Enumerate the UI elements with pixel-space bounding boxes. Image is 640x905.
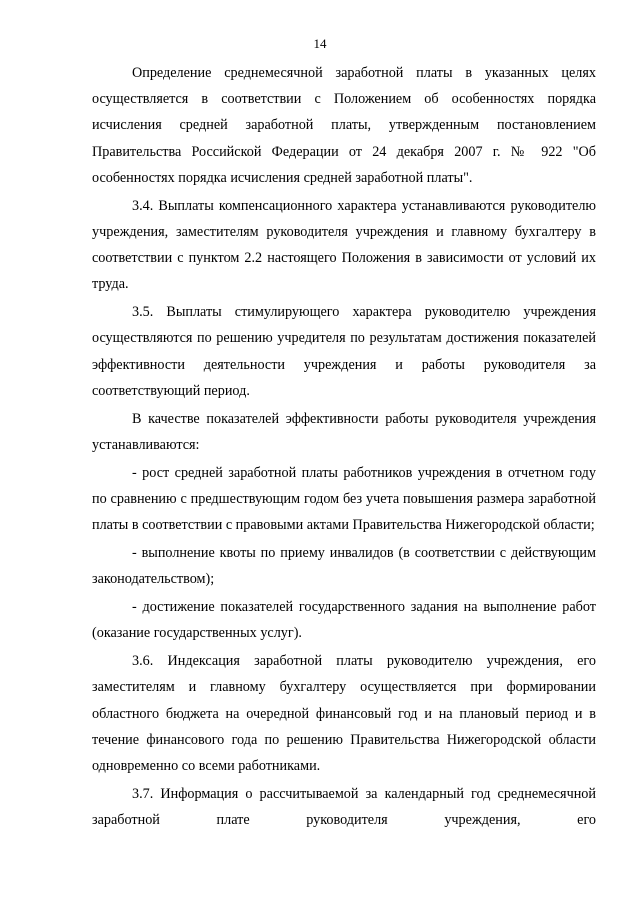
paragraph-3-5: 3.5. Выплаты стимулирующего характера руководителю учреждения осуществляются по решению учредителя по результатам достижения показателей эффективности деятельности учреждения и работы руководителя за соответствующий период. — [92, 304, 596, 399]
list-item-state-assignment: - достижение показателей государственного задания на выполнение работ (оказание государственных услуг). — [92, 599, 596, 642]
paragraph-average-salary: Определение среднемесячной заработной платы в указанных целях осуществляется в соответствии с Положением об особенностях порядка исчисления средней заработной платы, утвержденным постановлением Правительства Российской Федерации от 24 декабря 2007 г. № 922 "Об особенностях порядка исчисления средней заработной платы". — [92, 65, 596, 186]
document-body — [92, 60, 596, 835]
paragraph-3-4: 3.4. Выплаты компенсационного характера устанавливаются руководителю учреждения, заместителям руководителя учреждения и главному бухгалтеру в соответствии с пунктом 2.2 настоящего Положения в зависимости от условий их труда. — [92, 197, 596, 293]
paragraph-3-7: 3.7. Информация о рассчитываемой за календарный год среднемесячной заработной плате руководителя учреждения, его — [92, 785, 596, 829]
page-number: 14 — [313, 36, 327, 51]
list-item-disability-quota: - выполнение квоты по приему инвалидов (в соответствии с действующим законодательством); — [92, 545, 596, 588]
list-item-salary-growth: - рост средней заработной платы работников учреждения в отчетном году по сравнению с предшествующим годом без учета повышения размера заработной платы в соответствии с правовыми актами Правительства Нижегородской области; — [92, 464, 596, 534]
paragraph-indicators-intro: В качестве показателей эффективности работы руководителя учреждения устанавливаются: — [92, 410, 596, 453]
paragraph-3-6: 3.6. Индексация заработной платы руководителю учреждения, его заместителям и главному бухгалтеру осуществляется при формировании областного бюджета на очередной финансовый год и на плановый период и в течение финансового года по решению Правительства Нижегородской области одновременно со всеми работниками. — [92, 653, 596, 775]
